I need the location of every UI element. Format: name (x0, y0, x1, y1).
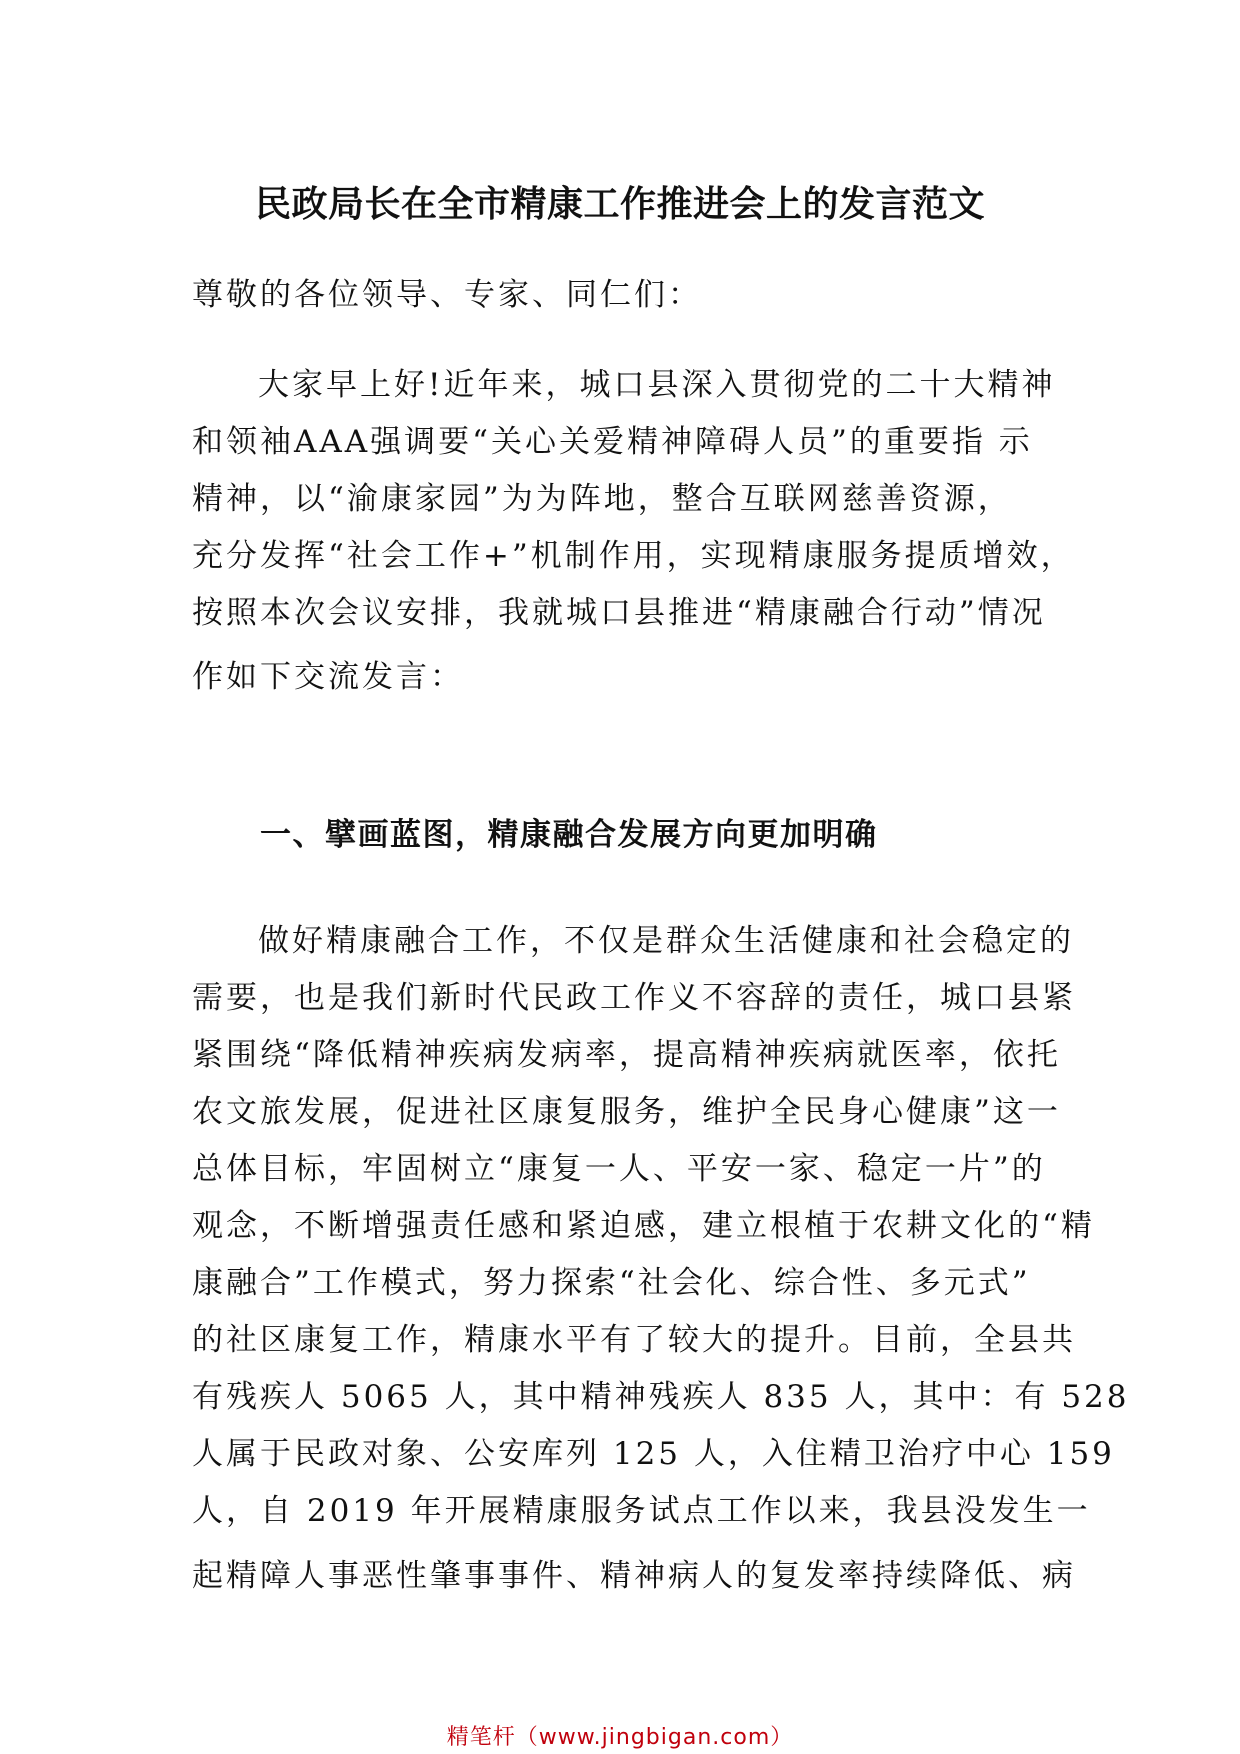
body-line: 紧围绕“降低精神疾病发病率，提高精神疾病就医率，依托 (192, 1037, 1061, 1073)
section-heading: 一、擘画蓝图，精康融合发展方向更加明确 (260, 817, 878, 853)
intro-line: 充分发挥“社会工作+”机制作用，实现精康服务提质增效， (192, 538, 1075, 574)
intro-line: 作如下交流发言： (192, 659, 464, 695)
body-line: 总体目标，牢固树立“康复一人、平安一家、稳定一片”的 (192, 1151, 1046, 1187)
body-line: 农文旅发展，促进社区康复服务，维护全民身心健康”这一 (192, 1094, 1061, 1130)
body-line: 人属于民政对象、公安库列 125 人，入住精卫治疗中心 159 (192, 1436, 1115, 1472)
body-line: 人，自 2019 年开展精康服务试点工作以来，我县没发生一 (192, 1493, 1091, 1529)
intro-line: 按照本次会议安排，我就城口县推进“精康融合行动”情况 (192, 595, 1046, 631)
document-title: 民政局长在全市精康工作推进会上的发言范文 (254, 184, 985, 225)
body-line: 的社区康复工作，精康水平有了较大的提升。目前，全县共 (192, 1322, 1076, 1358)
body-line: 起精障人事恶性肇事事件、精神病人的复发率持续降低、病 (192, 1558, 1076, 1594)
intro-line: 大家早上好!近年来，城口县深入贯彻党的二十大精神 (258, 367, 1056, 403)
footer-watermark: 精笔杆（www.jingbigan.com） (446, 1725, 794, 1750)
intro-line: 和领袖AAA强调要“关心关爱精神障碍人员”的重要指 示 (192, 424, 1033, 460)
body-line: 观念，不断增强责任感和紧迫感，建立根植于农耕文化的“精 (192, 1208, 1095, 1244)
intro-line: 精神，以“渝康家园”为为阵地，整合互联网慈善资源， (192, 481, 1012, 517)
body-line: 有残疾人 5065 人，其中精神残疾人 835 人，其中：有 528 (192, 1379, 1130, 1415)
body-line: 做好精康融合工作，不仅是群众生活健康和社会稳定的 (258, 923, 1074, 959)
salutation: 尊敬的各位领导、专家、同仁们： (192, 277, 702, 313)
body-line: 需要，也是我们新时代民政工作义不容辞的责任，城口县紧 (192, 980, 1076, 1016)
body-line: 康融合”工作模式，努力探索“社会化、综合性、多元式” (192, 1265, 1031, 1301)
